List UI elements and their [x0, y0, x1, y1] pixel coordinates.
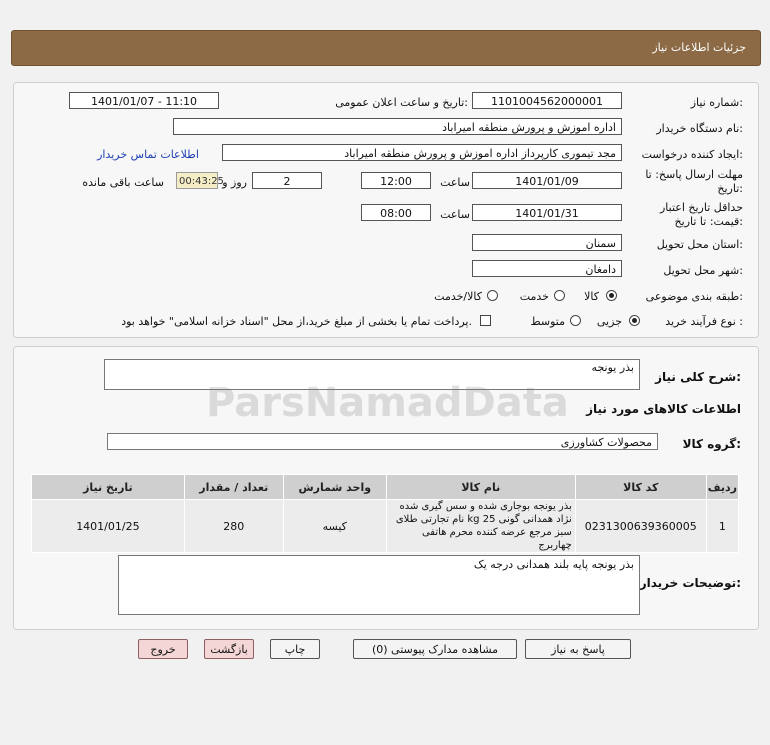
cell-name: بذر یونجه بوجاری شده و سس گیری شده نژاد همدانی گونی 25 kg نام تجارتی طلای سبز مرجع عرضه کننده محرم هاتفی چهاربرج — [386, 500, 575, 553]
cell-unit: کیسه — [283, 500, 386, 553]
buyer-org-field: اداره اموزش و پرورش منطقه امیراباد — [173, 118, 622, 135]
city-field: دامغان — [472, 260, 622, 277]
reply-button[interactable]: پاسخ به نیاز — [525, 639, 631, 659]
process-label: نوع فرآیند خرید : — [665, 315, 743, 328]
process-minor-label: جزیی — [596, 315, 622, 328]
city-label: شهر محل تحویل: — [663, 264, 743, 277]
days-label: روز و — [222, 176, 247, 189]
cell-date: 1401/01/25 — [32, 500, 185, 553]
validity-label-1: حداقل تاریخ اعتبار — [659, 201, 743, 214]
validity-date-field: 1401/01/31 — [472, 204, 622, 221]
announce-field: 1401/01/07 - 11:10 — [69, 92, 219, 109]
view-attachments-button[interactable]: مشاهده مدارک پیوستی (0) — [353, 639, 517, 659]
category-goods-service-label: کالا/خدمت — [434, 290, 482, 303]
col-row: ردیف — [706, 475, 738, 500]
goods-table — [31, 474, 739, 553]
table-row — [32, 500, 739, 553]
col-qty: تعداد / مقدار — [184, 475, 283, 500]
category-service-label: خدمت — [519, 290, 549, 303]
category-goods-service-radio[interactable] — [487, 290, 498, 301]
creator-field: مجد تیموری کارپرداز اداره اموزش و پرورش منطقه امیراباد — [222, 144, 622, 161]
goods-group-field: محصولات کشاورزی — [107, 433, 658, 450]
process-medium-label: متوسط — [530, 315, 565, 328]
buyer-org-label: نام دستگاه خریدار: — [656, 122, 743, 135]
validity-label-2: قیمت: تا تاریخ: — [674, 215, 743, 228]
days-field: 2 — [252, 172, 322, 189]
creator-label: ایجاد کننده درخواست: — [641, 148, 743, 161]
treasury-payment-checkbox[interactable] — [480, 315, 491, 326]
province-label: استان محل تحویل: — [656, 238, 743, 251]
col-date: تاریخ نیاز — [32, 475, 185, 500]
exit-button[interactable]: خروج — [138, 639, 188, 659]
goods-group-label: گروه کالا: — [682, 437, 741, 451]
page-header — [11, 30, 761, 66]
summary-field: بذر یونجه — [104, 359, 640, 390]
buyer-contact-link[interactable]: اطلاعات تماس خریدار — [97, 148, 199, 161]
deadline-time-field: 12:00 — [361, 172, 431, 189]
need-number-field: 1101004562000001 — [472, 92, 622, 109]
back-button[interactable]: بازگشت — [204, 639, 254, 659]
goods-table-header — [32, 475, 739, 500]
province-field: سمنان — [472, 234, 622, 251]
process-medium-radio[interactable] — [570, 315, 581, 326]
announce-label: تاریخ و ساعت اعلان عمومی: — [335, 96, 468, 109]
remaining-time-field: 00:43:25 — [176, 172, 218, 189]
buyer-notes-field: بذر یونجه پایه بلند همدانی درجه یک — [118, 555, 640, 615]
col-code: کد کالا — [575, 475, 706, 500]
watermark-brand: ParsNamadData — [206, 380, 569, 426]
goods-info-title: اطلاعات کالاهای مورد نیاز — [586, 402, 741, 416]
deadline-label-1: مهلت ارسال پاسخ: تا — [645, 168, 743, 181]
validity-time-label: ساعت — [440, 208, 470, 221]
need-number-label: شماره نیاز: — [690, 96, 743, 109]
summary-label: شرح کلی نیاز: — [655, 370, 741, 384]
deadline-date-field: 1401/01/09 — [472, 172, 622, 189]
col-name: نام کالا — [386, 475, 575, 500]
remaining-label: ساعت باقی مانده — [82, 176, 164, 189]
category-goods-radio[interactable] — [606, 290, 617, 301]
validity-time-field: 08:00 — [361, 204, 431, 221]
category-goods-label: کالا — [584, 290, 599, 303]
buyer-notes-label: توضیحات خریدار: — [639, 576, 741, 590]
cell-qty: 280 — [184, 500, 283, 553]
page-title: جزئیات اطلاعات نیاز — [652, 41, 746, 54]
category-label: طبقه بندی موضوعی: — [645, 290, 743, 303]
treasury-payment-note: پرداخت تمام یا بخشی از مبلغ خرید،از محل "اسناد خزانه اسلامی" خواهد بود. — [121, 315, 472, 328]
process-minor-radio[interactable] — [629, 315, 640, 326]
deadline-label-2: تاریخ: — [717, 182, 743, 195]
print-button[interactable]: چاپ — [270, 639, 320, 659]
cell-row: 1 — [706, 500, 738, 553]
cell-code: 0231300639360005 — [575, 500, 706, 553]
deadline-time-label: ساعت — [440, 176, 470, 189]
col-unit: واحد شمارش — [283, 475, 386, 500]
category-service-radio[interactable] — [554, 290, 565, 301]
